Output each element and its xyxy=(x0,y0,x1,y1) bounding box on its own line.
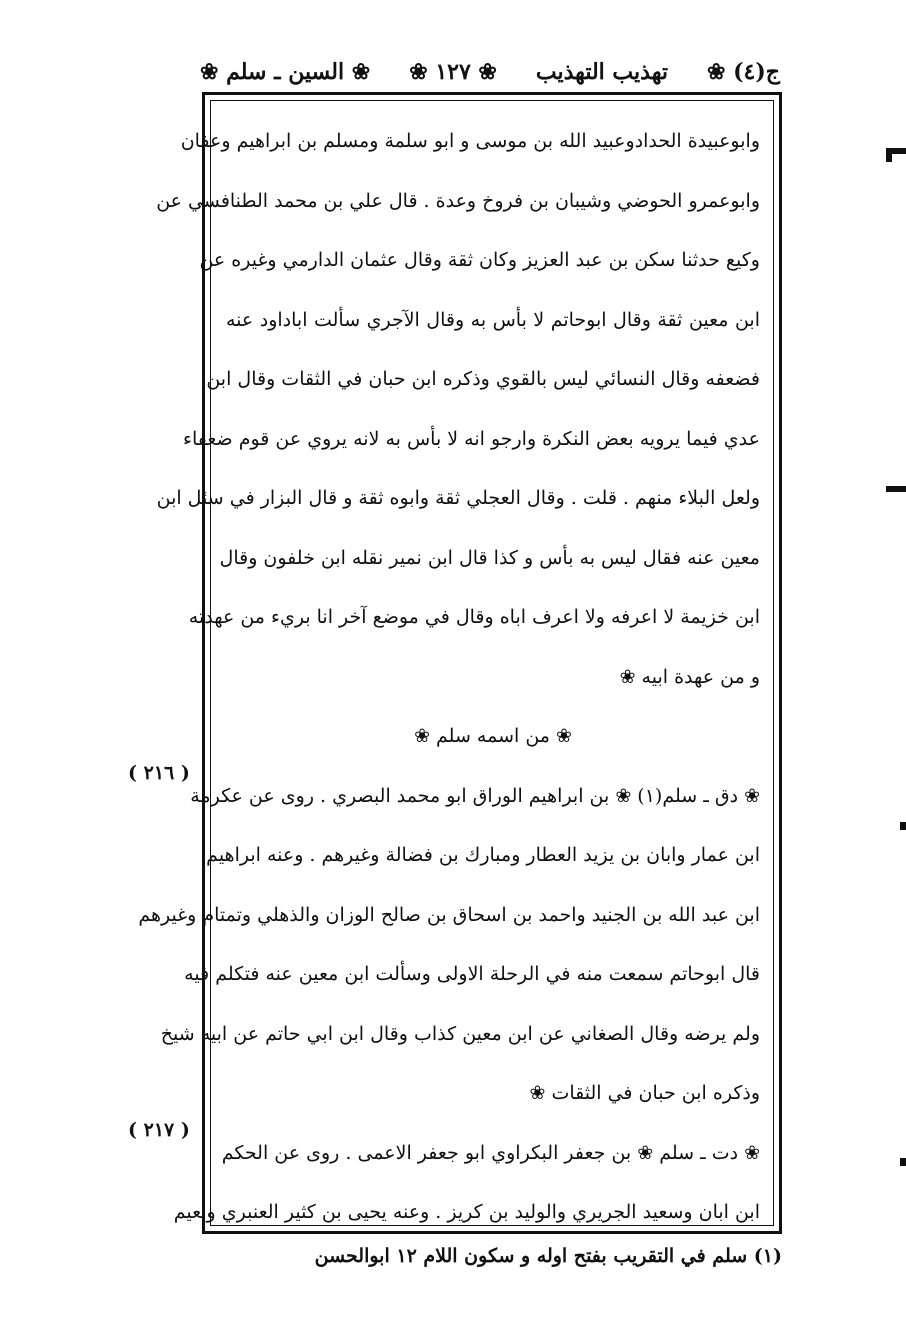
text-line: ابن خزيمة لا اعرفه ولا اعرف اباه وقال في موضع آخر انا بريء من عهدته xyxy=(188,606,760,628)
book-title: تهذيب التهذيب xyxy=(535,59,668,85)
text-line: عدي فيما يرويه بعض النكرة وارجو انه لا بأس به لانه يروي عن قوم ضعفاء xyxy=(183,427,760,450)
text-line: ولعل البلاء منهم . قلت . وقال العجلي ثقة وابوه ثقة و قال البزار في سئل ابن xyxy=(156,487,760,509)
section-heading: ❀ من اسمه سلم ❀ xyxy=(414,725,572,747)
entry-number-217: ( ٢١٧ ) xyxy=(128,1119,190,1141)
text-line: فضعفه وقال النسائي ليس بالقوي وذكره ابن حبان في الثقات وقال ابن xyxy=(206,368,760,390)
entry-start-216: ❀ دق ـ سلم(١) ❀ بن ابراهيم الوراق ابو محمد البصري . روى عن عكرمة xyxy=(190,784,760,807)
margin-mark xyxy=(886,486,906,492)
text-line: ولم يرضه وقال الصغاني عن ابن معين كذاب وقال ابن ابي حاتم عن ابيه شيخ xyxy=(160,1022,760,1045)
page-number: ❀ ١٢٧ ❀ xyxy=(409,59,497,85)
text-line: ابن عمار وابان بن يزيد العطار ومبارك بن فضالة وغيرهم . وعنه ابراهيم xyxy=(206,844,760,866)
volume-number: ج(٤) ❀ xyxy=(707,59,780,85)
text-line: وكيع حدثنا سكن بن عبد العزيز وكان ثقة وقال عثمان الدارمي وغيره عن xyxy=(199,249,760,271)
margin-mark xyxy=(900,1158,906,1166)
entry-number-216: ( ٢١٦ ) xyxy=(128,762,190,784)
text-line: وابوعمرو الحوضي وشيبان بن فروخ وعدة . قال علي بن محمد الطنافسي عن xyxy=(156,189,760,212)
section-title: ❀ السين ـ سلم ❀ xyxy=(200,59,371,85)
text-line: ابن معين ثقة وقال ابوحاتم لا بأس به وقال الآجري سألت اباداود عنه xyxy=(226,308,760,331)
text-line: قال ابوحاتم سمعت منه في الرحلة الاولى وسألت ابن معين عنه فتكلم فيه xyxy=(184,963,760,985)
text-line: وابوعبيدة الحدادوعبيد الله بن موسى و ابو سلمة ومسلم بن ابراهيم وعفان xyxy=(180,130,760,152)
footnote: (١) سلم في التقريب بفتح اوله و سكون اللام ١٢ ابوالحسن xyxy=(314,1245,782,1267)
text-line: ابن ابان وسعيد الجريري والوليد بن كريز . وعنه يحيى بن كثير العنبري ونعيم xyxy=(173,1201,760,1223)
text-line: ابن عبد الله بن الجنيد واحمد بن اسحاق بن صالح الوزان والذهلي وتمتام وغيرهم xyxy=(138,903,760,926)
page-header xyxy=(200,52,780,92)
text-line: و من عهدة ابيه ❀ xyxy=(619,665,760,688)
margin-mark xyxy=(886,154,892,162)
margin-mark xyxy=(900,822,906,830)
text-line: وذكره ابن حبان في الثقات ❀ xyxy=(529,1082,760,1104)
text-line: معين عنه فقال ليس به بأس و كذا قال ابن نمير نقله ابن خلفون وقال xyxy=(219,546,760,569)
entry-start-217: ❀ دت ـ سلم ❀ بن جعفر البكراوي ابو جعفر الاعمى . روى عن الحكم xyxy=(221,1141,760,1164)
